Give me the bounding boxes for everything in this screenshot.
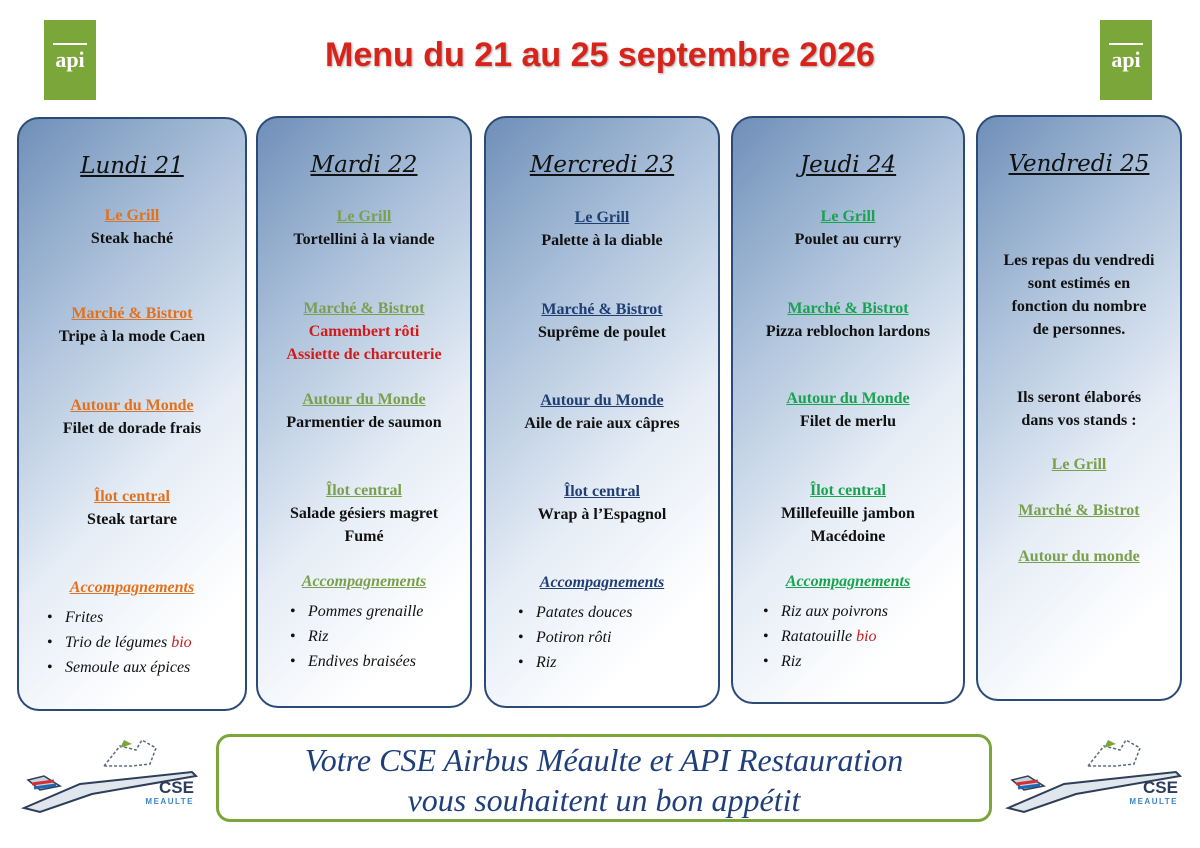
dish: Tortellini à la viande bbox=[293, 231, 435, 248]
section-ilot bbox=[486, 481, 718, 526]
dish: Tripe à la mode Caen bbox=[58, 328, 206, 345]
section-title-marche: Marché & Bistrot bbox=[71, 305, 193, 322]
section-title-accompagnements: Accompagnements bbox=[785, 573, 911, 590]
section-accompagnements bbox=[733, 571, 963, 674]
cse-logo-right bbox=[1004, 736, 1184, 820]
dish: Poulet au curry bbox=[794, 231, 902, 248]
section-title-accompagnements: Accompagnements bbox=[539, 574, 665, 591]
dish: Fumé bbox=[344, 528, 384, 545]
section-title-marche: Marché & Bistrot bbox=[541, 301, 663, 318]
side-dish-list bbox=[258, 599, 470, 674]
section-title-grill: Le Grill bbox=[336, 208, 392, 225]
note-line: de personnes. bbox=[1032, 321, 1126, 338]
api-logo-text: api bbox=[1111, 47, 1141, 72]
section-grill bbox=[733, 206, 963, 251]
dish: Assiette de charcuterie bbox=[286, 346, 442, 363]
day-title: Mercredi 23 bbox=[529, 152, 675, 178]
note-line: Ils seront élaborés bbox=[1016, 389, 1142, 406]
section-grill bbox=[19, 205, 245, 250]
section-title-marche: Marché & Bistrot bbox=[787, 300, 909, 317]
section-grill bbox=[258, 206, 470, 251]
stand-list bbox=[978, 454, 1180, 568]
section-monde bbox=[258, 389, 470, 434]
stand-item: Autour du monde bbox=[1018, 548, 1140, 565]
api-logo-text: api bbox=[55, 47, 85, 72]
section-title-monde: Autour du Monde bbox=[540, 392, 664, 409]
day-title: Vendredi 25 bbox=[1008, 151, 1150, 177]
note-line: sont estimés en bbox=[1027, 275, 1131, 292]
dish: Wrap à l’Espagnol bbox=[537, 506, 667, 523]
section-marche bbox=[486, 299, 718, 344]
list-item: • Riz bbox=[763, 649, 963, 674]
dish: Steak tartare bbox=[87, 511, 177, 528]
day-card-thursday bbox=[731, 116, 965, 704]
section-title-accompagnements: Accompagnements bbox=[301, 573, 427, 590]
dish: Aile de raie aux câpres bbox=[524, 415, 680, 432]
section-accompagnements bbox=[19, 577, 245, 680]
section-accompagnements bbox=[258, 571, 470, 674]
dish: Steak haché bbox=[90, 230, 174, 247]
cse-logo-text: CSE MEAULTE bbox=[145, 778, 194, 806]
friday-note-stands bbox=[978, 386, 1180, 432]
dish: Macédoine bbox=[810, 528, 886, 545]
day-card-tuesday bbox=[256, 116, 472, 708]
page-title: Menu du 21 au 25 septembre 2026 bbox=[325, 36, 875, 74]
list-item: • Trio de légumes bio bbox=[47, 630, 245, 655]
section-title-ilot: Îlot central bbox=[326, 482, 402, 499]
section-marche bbox=[733, 298, 963, 343]
cse-logo-left bbox=[20, 736, 200, 820]
dish: Filet de dorade frais bbox=[62, 420, 202, 437]
footer-line-1: Votre CSE Airbus Méaulte et API Restauration bbox=[304, 742, 904, 778]
day-card-monday bbox=[17, 117, 247, 711]
list-item: • Ratatouille bio bbox=[763, 624, 963, 649]
day-title: Lundi 21 bbox=[80, 153, 184, 179]
stand-item: Le Grill bbox=[1051, 456, 1107, 473]
dish: Filet de merlu bbox=[800, 413, 896, 430]
section-title-monde: Autour du Monde bbox=[786, 390, 910, 407]
section-title-monde: Autour du Monde bbox=[70, 397, 194, 414]
list-item: • Riz bbox=[290, 624, 470, 649]
section-marche bbox=[19, 303, 245, 348]
friday-note bbox=[978, 249, 1180, 341]
list-item: • Potiron rôti bbox=[518, 625, 718, 650]
list-item: • Pommes grenaille bbox=[290, 599, 470, 624]
section-accompagnements bbox=[486, 572, 718, 675]
day-title: Jeudi 24 bbox=[799, 152, 897, 178]
list-item: • Semoule aux épices bbox=[47, 655, 245, 680]
section-title-monde: Autour du Monde bbox=[302, 391, 426, 408]
section-monde bbox=[733, 388, 963, 433]
section-monde bbox=[486, 390, 718, 435]
list-item: • Riz bbox=[518, 650, 718, 675]
list-item: • Frites bbox=[47, 605, 245, 630]
dish: Suprême de poulet bbox=[538, 324, 666, 341]
section-title-grill: Le Grill bbox=[574, 209, 630, 226]
section-title-accompagnements: Accompagnements bbox=[69, 579, 195, 596]
day-card-friday bbox=[976, 115, 1182, 701]
section-monde bbox=[19, 395, 245, 440]
section-title-ilot: Îlot central bbox=[810, 482, 886, 499]
note-line: fonction du nombre bbox=[1011, 298, 1147, 315]
dish: Parmentier de saumon bbox=[286, 414, 442, 431]
note-line: Les repas du vendredi bbox=[1003, 252, 1155, 269]
section-title-grill: Le Grill bbox=[820, 208, 876, 225]
side-dish-list bbox=[19, 605, 245, 680]
section-title-marche: Marché & Bistrot bbox=[303, 300, 425, 317]
section-grill bbox=[486, 207, 718, 252]
dish: Millefeuille jambon bbox=[781, 505, 915, 522]
footer-message bbox=[216, 734, 992, 822]
list-item: • Endives braisées bbox=[290, 649, 470, 674]
dish: Pizza reblochon lardons bbox=[765, 323, 931, 340]
side-dish-list bbox=[733, 599, 963, 674]
section-title-ilot: Îlot central bbox=[94, 488, 170, 505]
dish: Palette à la diable bbox=[541, 232, 663, 249]
list-item: • Patates douces bbox=[518, 600, 718, 625]
section-marche bbox=[258, 298, 470, 366]
dish: Camembert rôti bbox=[308, 323, 420, 340]
section-title-ilot: Îlot central bbox=[564, 483, 640, 500]
day-card-wednesday bbox=[484, 116, 720, 708]
dish: Salade gésiers magret bbox=[289, 505, 439, 522]
footer-line-2: vous souhaitent un bon appétit bbox=[407, 782, 801, 818]
section-ilot bbox=[733, 480, 963, 548]
section-ilot bbox=[19, 486, 245, 531]
list-item: • Riz aux poivrons bbox=[763, 599, 963, 624]
side-dish-list bbox=[486, 600, 718, 675]
stand-item: Marché & Bistrot bbox=[1018, 502, 1140, 519]
section-title-grill: Le Grill bbox=[104, 207, 160, 224]
cse-logo-text: CSE MEAULTE bbox=[1129, 778, 1178, 806]
day-title: Mardi 22 bbox=[310, 152, 418, 178]
note-line: dans vos stands : bbox=[1021, 412, 1137, 429]
section-ilot bbox=[258, 480, 470, 548]
